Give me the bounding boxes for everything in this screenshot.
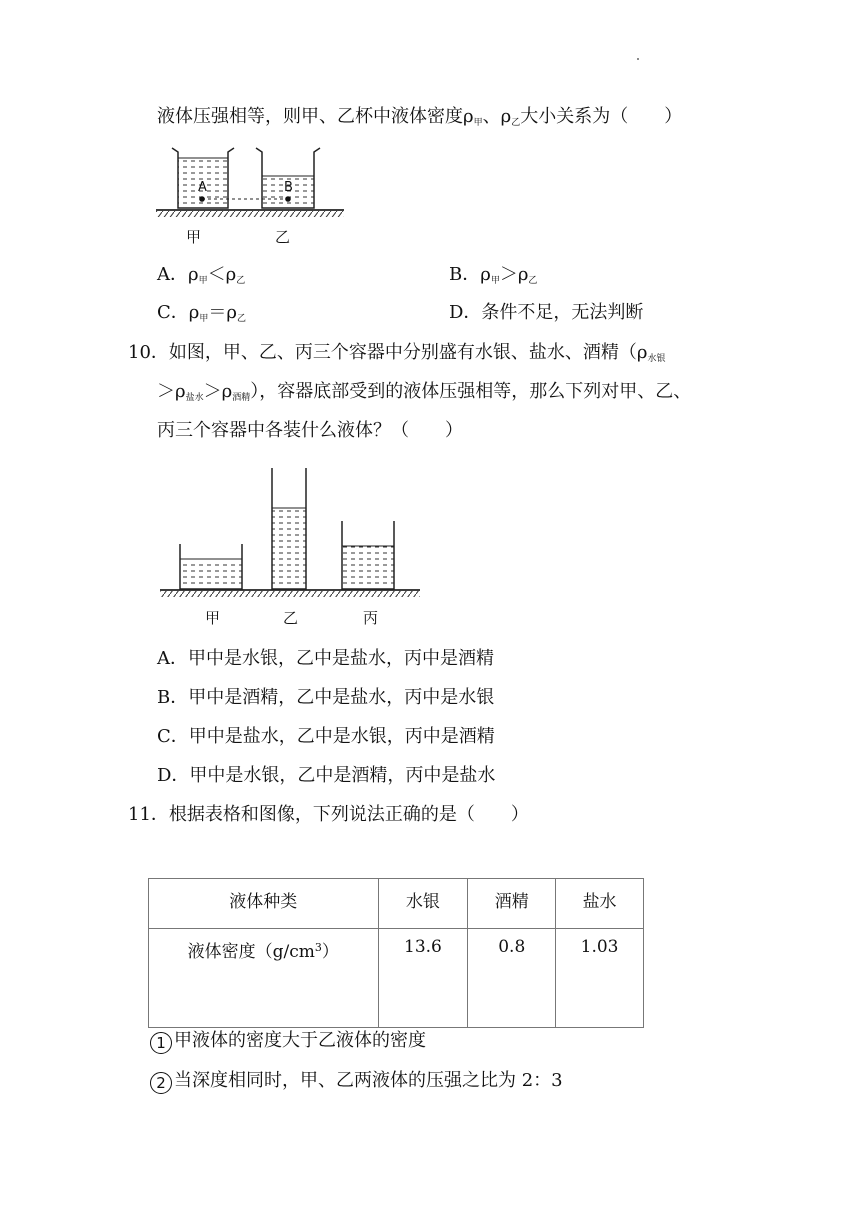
scan-dot: [637, 58, 639, 60]
q9-option-b: B．$\rho_甲>\rho_乙$: [449, 264, 538, 286]
q9-option-c: C．$\rho_甲=\rho_乙$: [157, 302, 246, 324]
q11-stem: 11．根据表格和图像，下列说法正确的是（ ）: [128, 804, 529, 825]
table-cell: 13.6: [378, 929, 468, 1028]
q10-option-b: B．甲中是酒精，乙中是盐水，丙中是水银: [157, 687, 495, 708]
q10-option-d: D．甲中是水银，乙中是酒精，丙中是盐水: [157, 765, 496, 786]
container-c-label: 丙: [363, 609, 379, 627]
beaker-left-label: 甲: [186, 228, 202, 246]
table-header-cell: 酒精: [468, 879, 556, 929]
statement-1: 1 甲液体的密度大于乙液体的密度: [150, 1030, 426, 1054]
table-header-cell: 液体种类: [149, 879, 379, 929]
table-cell: 0.8: [468, 929, 556, 1028]
q9-stem-line: 液体压强相等，则甲、乙杯中液体密度$\rho_甲$、$\rho_乙$大小关系为（ ）: [157, 106, 683, 128]
table-cell: 1.03: [556, 929, 644, 1028]
container-a-label: 甲: [205, 609, 221, 627]
q10-containers-figure: [158, 466, 423, 606]
table-row: [149, 929, 644, 1028]
q10-stem-line1: 10．如图，甲、乙、丙三个容器中分别盛有水银、盐水、酒精（$\rho_{水银}$: [128, 342, 666, 364]
table-header-row: [149, 879, 644, 929]
beaker-right-label: 乙: [275, 228, 291, 246]
q9-option-a: A．$\rho_甲<\rho_乙$: [157, 264, 246, 286]
container-b-label: 乙: [283, 609, 299, 627]
statement-2: 2 当深度相同时，甲、乙两液体的压强之比为 2：3: [150, 1070, 563, 1094]
q10-option-c: C．甲中是盐水，乙中是水银，丙中是酒精: [157, 726, 495, 747]
q9-beakers-figure: [150, 140, 350, 255]
density-table: [148, 878, 644, 1028]
table-header-cell: 水银: [378, 879, 468, 929]
circled-number: 1: [150, 1032, 172, 1054]
circled-number: 2: [150, 1072, 172, 1094]
q10-stem-line3: 丙三个容器中各装什么液体？（ ）: [157, 420, 463, 441]
point-a-label: A: [198, 180, 207, 195]
q10-stem-line2: $>\rho_{盐水}>\rho_{酒精}$），容器底部受到的液体压强相等，那么下列对甲、乙、: [157, 381, 692, 403]
point-b-label: B: [284, 180, 293, 195]
table-row-label: 液体密度$(g/cm^3)$: [149, 929, 379, 1028]
q10-option-a: A．甲中是水银，乙中是盐水，丙中是酒精: [157, 648, 494, 669]
q9-option-d: D．条件不足，无法判断: [449, 302, 644, 323]
table-header-cell: 盐水: [556, 879, 644, 929]
